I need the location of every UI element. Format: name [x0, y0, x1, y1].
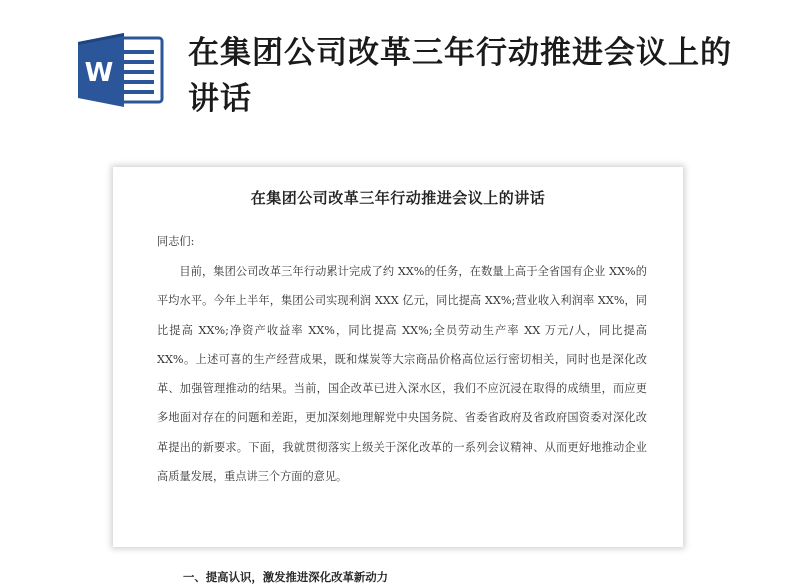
- header: [0, 0, 800, 150]
- word-document-icon: [78, 32, 164, 108]
- section-heading-1: 一、提高认识，激发推进深化改革新动力: [183, 570, 389, 584]
- document-page: [113, 167, 683, 584]
- header-title: 在集团公司改革三年行动推进会议上的讲话: [188, 35, 732, 117]
- document-title: 在集团公司改革三年行动推进会议上的讲话: [250, 189, 546, 207]
- document-body: [157, 227, 647, 584]
- paragraph-1: 目前，集团公司改革三年行动累计完成了约 XX%的任务，在数量上高于全省国有企业 XX%的平均水平。今年上半年，集团公司实现利润 XXX 亿元，同比提高 XX%;营业收入利润率 XX%，同比提高 XX%;净资产收益率 XX%，同比提高 XX%;全员劳动生产率 XX 万元/人，同比提高 XX%。上述可喜的生产经营成果，既和煤炭等大宗商品价格高位运行密切相关，同时也是深化改革、加强管理推动的结果。当前，国企改革已进入深水区，我们不应沉浸在取得的成绩里，而应更多地面对存在的问题和差距，更加深刻地理解党中央国务院、省委省政府及省政府国资委对深化改革提出的新要求。下面，我就贯彻落实上级关于深化改革的一系列会议精神、从而更好地推动企业高质量发展，重点讲三个方面的意见。: [157, 265, 647, 484]
- word-icon-letter: W: [84, 58, 114, 88]
- salutation: 同志们:: [157, 235, 195, 248]
